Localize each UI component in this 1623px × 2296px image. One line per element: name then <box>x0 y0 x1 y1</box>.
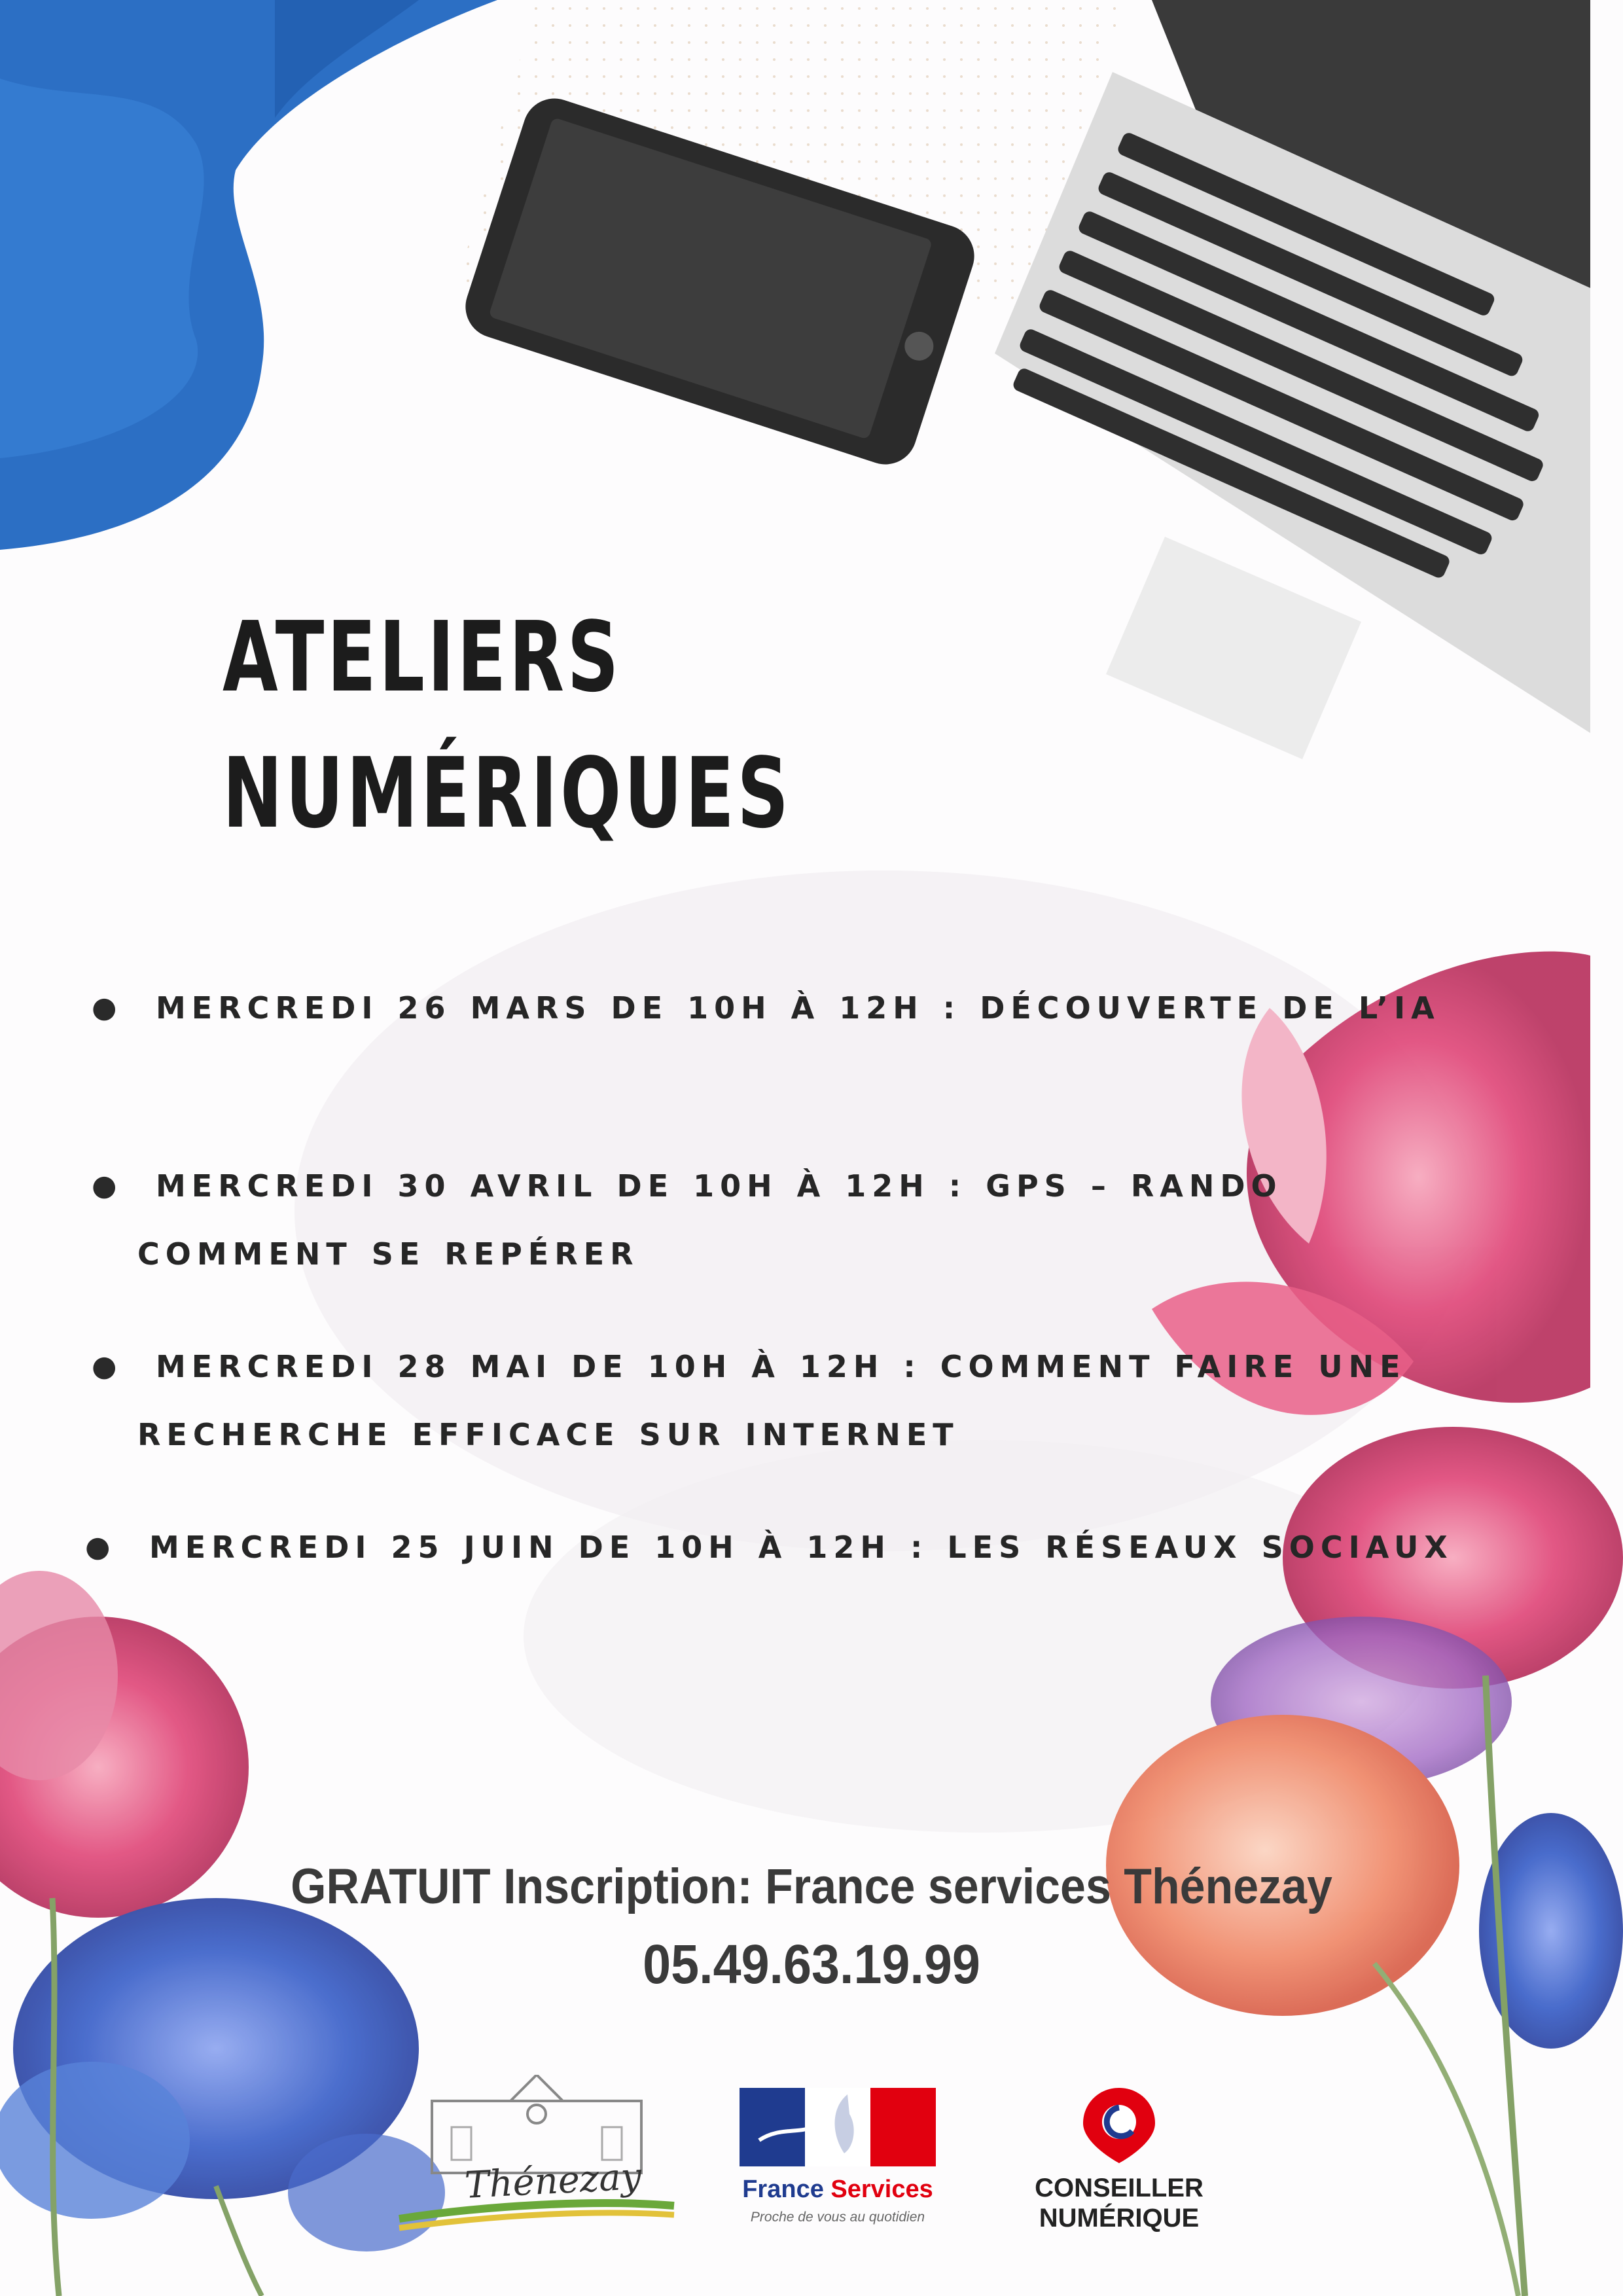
france-services-logo <box>733 2081 942 2251</box>
conseiller-numerique-text: CONSEILLER NUMÉRIQUE <box>1035 2174 1204 2233</box>
bullet-icon: ● <box>92 991 117 1024</box>
session-item <box>85 1513 1466 1581</box>
session-item <box>92 974 1472 1042</box>
session-item <box>92 1152 1472 1288</box>
town-building-icon <box>386 2075 687 2238</box>
phone-number: 05.49.63.19.99 <box>643 1933 980 1995</box>
session-text: MERCREDI 26 MARS DE 10H À 12H : DÉCOUVERTE DE L’IA <box>156 990 1440 1026</box>
france-services-name: France Services <box>742 2176 933 2203</box>
conseiller-numerique-logo <box>1021 2081 1217 2251</box>
title-line-2: NUMÉRIQUES <box>223 737 792 850</box>
bullet-icon: ● <box>85 1530 111 1564</box>
page-title <box>223 589 949 861</box>
thenezay-logo <box>386 2075 687 2238</box>
session-text: MERCREDI 28 MAI DE 10H À 12H : COMMENT FAIRE UNE RECHERCHE EFFICACE SUR INTERNET <box>137 1349 1406 1452</box>
marianne-icon <box>733 2081 942 2173</box>
bullet-icon: ● <box>92 1350 117 1383</box>
map-pin-icon <box>1021 2081 1217 2166</box>
session-text: MERCREDI 25 JUIN DE 10H À 12H : LES RÉSEAUX SOCIAUX <box>149 1530 1454 1565</box>
thenezay-logo-text: Thénezay <box>463 2155 643 2208</box>
title-line-1: ATELIERS <box>223 601 622 713</box>
registration-text: GRATUIT Inscription: France services Thénezay <box>291 1859 1332 1914</box>
session-item <box>92 1333 1472 1469</box>
france-services-tagline: Proche de vous au quotidien <box>750 2210 925 2225</box>
session-text: MERCREDI 30 AVRIL DE 10H À 12H : GPS – RANDO COMMENT SE REPÉRER <box>137 1168 1283 1272</box>
bullet-icon: ● <box>92 1169 117 1202</box>
registration-block <box>0 1856 1623 2010</box>
